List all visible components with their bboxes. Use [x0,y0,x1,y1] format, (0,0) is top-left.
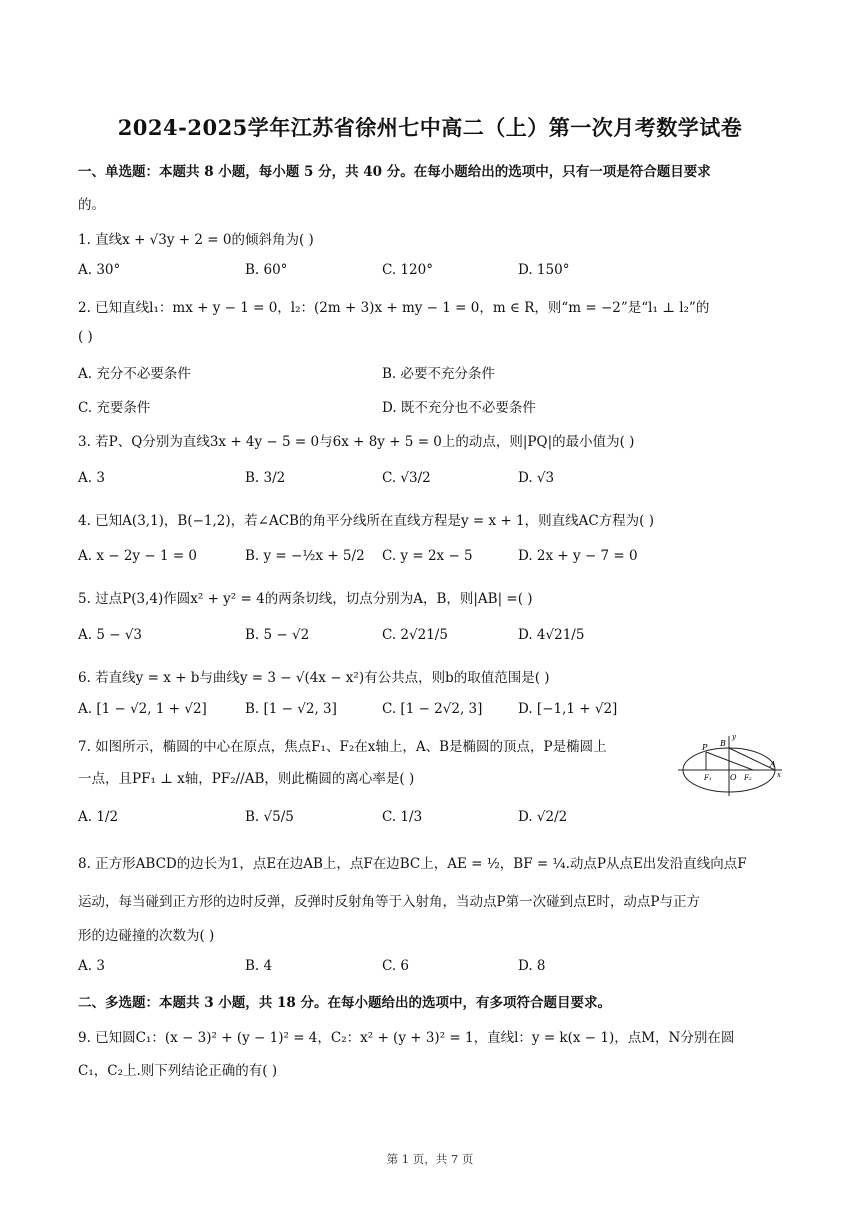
q5-stem: 5. 过点P(3,4)作圆x² + y² = 4的两条切线，切点分别为A，B，则|AB| =( ) [78,591,533,607]
label-a: A [770,760,776,769]
q4-option-a: A. x − 2y − 1 = 0 [78,548,198,564]
q5-option-b: B. 5 − √2 [245,627,310,643]
q6-option-a: A. [1 − √2, 1 + √2] [78,701,207,717]
page-footer: 第 1 页，共 7 页 [386,1152,474,1166]
q2-option-c: C. 充要条件 [78,400,151,416]
q3-option-c: C. √3/2 [382,470,431,486]
q2-stem: 2. 已知直线l₁：mx + y − 1 = 0，l₂：(2m + 3)x + my − 1 = 0，m ∈ R，则“m = −2”是“l₁ ⊥ l₂”的 [78,300,710,316]
q8-stem: 8. 正方形ABCD的边长为1，点E在边AB上，点F在边BC上，AE = ½，BF = ¼.动点P从点E出发沿直线向点F [78,856,747,872]
q9-stem-cont: C₁，C₂上.则下列结论正确的有( ) [78,1063,278,1079]
q4-stem: 4. 已知A(3,1)，B(−1,2)，若∠ACB的角平分线所在直线方程是y = x + 1，则直线AC方程为( ) [78,513,654,529]
label-x: x [777,771,781,779]
section2-heading: 二、多选题：本题共 3 小题，共 18 分。在每小题给出的选项中，有多项符合题目要求。 [78,995,611,1011]
ellipse-figure [676,730,786,800]
q4-option-d: D. 2x + y − 7 = 0 [518,548,638,564]
q2-option-a: A. 充分不必要条件 [78,366,191,382]
q7-option-c: C. 1/3 [382,809,423,825]
q5-option-c: C. 2√21/5 [382,627,448,643]
q6-option-d: D. [−1,1 + √2] [518,701,618,717]
q1-option-a: A. 30° [78,262,121,278]
section1-heading-cont: 的。 [78,197,105,213]
q4-option-b: B. y = −½x + 5/2 [245,548,365,564]
q8-option-b: B. 4 [245,958,273,974]
q8-stem-cont2: 形的边碰撞的次数为( ) [78,928,215,944]
q2-stem-cont: ( ) [78,329,93,345]
q2-option-d: D. 既不充分也不必要条件 [382,400,536,416]
q3-stem: 3. 若P、Q分别为直线3x + 4y − 5 = 0与6x + 8y + 5 = 0上的动点，则|PQ|的最小值为( ) [78,434,635,450]
label-p: P [702,743,708,752]
q6-option-c: C. [1 − 2√2, 3] [382,701,483,717]
q1-option-d: D. 150° [518,262,570,278]
section1-heading: 一、单选题：本题共 8 小题，每小题 5 分，共 40 分。在每小题给出的选项中，只有一项是符合题目要求 [78,164,711,180]
q5-option-a: A. 5 − √3 [78,627,143,643]
page-title: 2024-2025学年江苏省徐州七中高二（上）第一次月考数学试卷 [117,115,743,140]
q7-stem-cont: 一点，且PF₁ ⊥ x轴，PF₂//AB，则此椭圆的离心率是( ) [78,771,415,787]
q1-stem: 1. 直线x + √3y + 2 = 0的倾斜角为( ) [78,232,314,248]
q3-option-b: B. 3/2 [245,470,286,486]
q4-option-c: C. y = 2x − 5 [382,548,473,564]
label-o: O [730,773,737,782]
q3-option-d: D. √3 [518,470,555,486]
label-f2: F₂ [744,774,752,782]
q7-option-a: A. 1/2 [78,809,119,825]
q1-option-c: C. 120° [382,262,433,278]
q3-option-a: A. 3 [78,470,105,486]
q6-stem: 6. 若直线y = x + b与曲线y = 3 − √(4x − x²)有公共点，则b的取值范围是( ) [78,670,550,686]
q8-option-c: C. 6 [382,958,410,974]
q1-option-b: B. 60° [245,262,288,278]
q7-stem: 7. 如图所示，椭圆的中心在原点，焦点F₁、F₂在x轴上，A、B是椭圆的顶点，P是椭圆上 [78,739,607,755]
label-f1: F₁ [704,774,712,782]
q8-option-d: D. 8 [518,958,546,974]
q7-option-d: D. √2/2 [518,809,568,825]
q8-stem-cont: 运动，每当碰到正方形的边时反弹，反弹时反射角等于入射角，当动点P第一次碰到点E时，动点P与正方 [78,894,701,910]
q7-option-b: B. √5/5 [245,809,294,825]
label-b: B [720,739,726,748]
q9-stem: 9. 已知圆C₁：(x − 3)² + (y − 1)² = 4，C₂：x² + (y + 3)² = 1，直线l：y = k(x − 1)，点M，N分别在圆 [78,1030,735,1046]
q2-option-b: B. 必要不充分条件 [382,366,496,382]
q8-option-a: A. 3 [78,958,105,974]
label-y: y [732,733,736,741]
q6-option-b: B. [1 − √2, 3] [245,701,337,717]
q5-option-d: D. 4√21/5 [518,627,585,643]
